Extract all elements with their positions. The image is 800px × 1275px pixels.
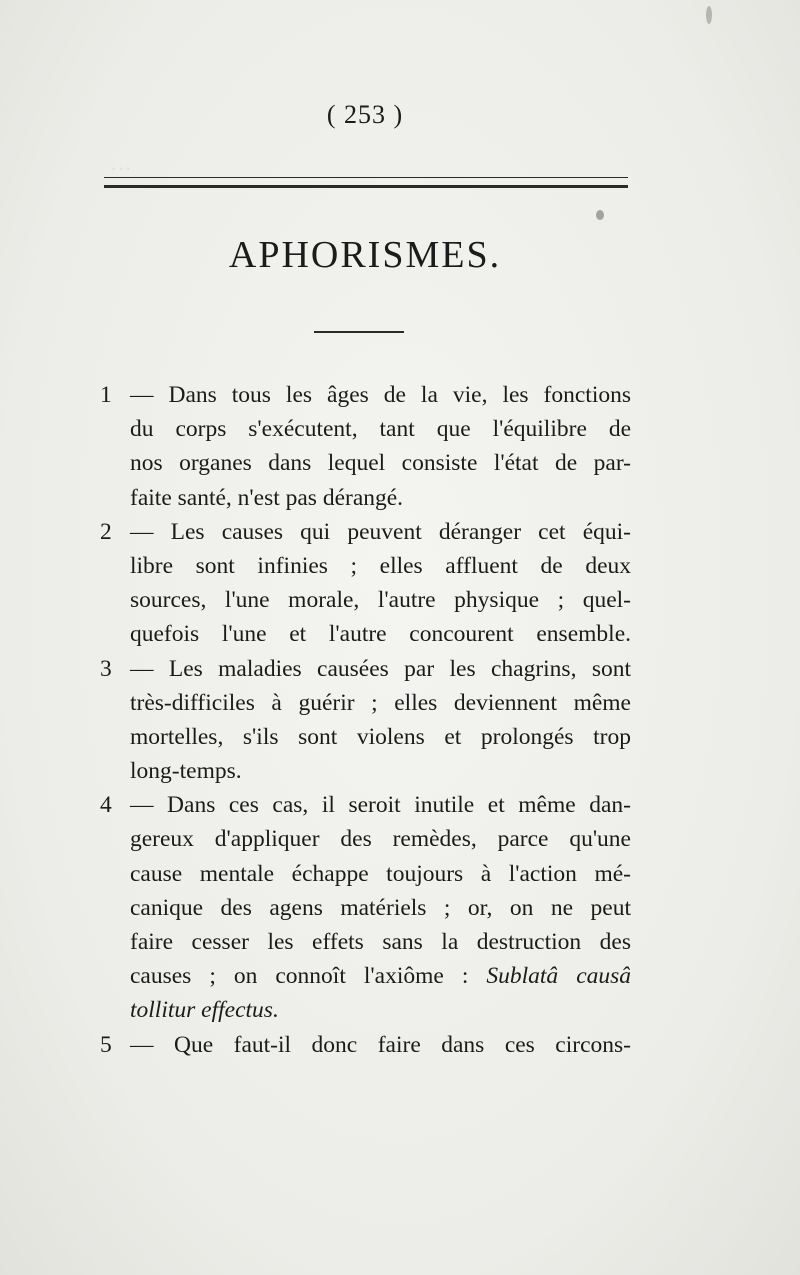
text-line — [100, 515, 660, 549]
text-line — [100, 788, 660, 822]
text-line — [100, 925, 660, 959]
line-text — [130, 686, 631, 720]
line-text — [130, 549, 631, 583]
text-line — [100, 857, 660, 891]
line-text — [130, 754, 631, 788]
text-line — [100, 993, 660, 1027]
line-text-roman: — Les maladies causées par les chagrins, sont — [130, 655, 631, 682]
line-text-roman: faire cesser les effets sans la destruction des — [130, 929, 631, 955]
line-text — [130, 481, 631, 515]
line-text — [130, 1028, 631, 1062]
line-text — [130, 788, 631, 822]
text-line — [100, 617, 660, 651]
text-line — [100, 652, 660, 686]
line-text — [130, 378, 631, 412]
header-double-rule — [104, 177, 628, 188]
title-short-rule — [314, 331, 404, 333]
line-text — [130, 446, 631, 480]
text-line — [100, 754, 660, 788]
line-text-roman: — Dans ces cas, il seroit inutile et même dan- — [130, 792, 631, 819]
line-text-roman: long-temps. — [130, 758, 242, 785]
bleed-through-text: … — [110, 150, 132, 175]
line-text — [130, 652, 631, 686]
text-line — [100, 583, 660, 617]
text-line — [100, 959, 660, 993]
aphorism-number: 3 — [100, 655, 112, 682]
text-line — [100, 822, 660, 856]
line-text — [130, 993, 631, 1027]
line-text-roman: cause mentale échappe toujours à l'action mé- — [130, 860, 631, 887]
aphorism-number: 4 — [100, 792, 112, 819]
line-text — [130, 822, 631, 856]
line-text — [130, 857, 631, 891]
line-text-italic: tollitur effectus. — [130, 997, 279, 1024]
text-line — [100, 1028, 660, 1062]
text-line — [100, 549, 660, 583]
line-text — [130, 925, 631, 959]
line-text-roman: libre sont infinies ; elles affluent de deux — [130, 552, 631, 579]
line-text — [130, 583, 631, 617]
line-text-roman: sources, l'une morale, l'autre physique ; quel- — [130, 587, 631, 614]
line-text — [130, 412, 631, 446]
ink-spot — [706, 6, 712, 24]
text-line — [100, 686, 660, 720]
line-text-roman: quefois l'une et l'autre concourent ensemble. — [130, 621, 631, 648]
line-text — [130, 891, 631, 925]
line-text-roman: — Que faut-il donc faire dans ces circons- — [130, 1031, 631, 1058]
line-text-roman: très-difficiles à guérir ; elles deviennent même — [130, 689, 631, 716]
text-line — [100, 720, 660, 754]
line-text — [130, 515, 631, 549]
line-text-roman: nos organes dans lequel consiste l'état de par- — [130, 450, 631, 477]
line-text-roman: du corps s'exécutent, tant que l'équilibre de — [130, 416, 631, 443]
chapter-title: APHORISMES. — [228, 234, 502, 276]
line-text-roman: canique des agens matériels ; or, on ne peut — [130, 894, 631, 921]
text-line — [100, 378, 660, 412]
text-line — [100, 481, 660, 515]
text-line — [100, 412, 660, 446]
line-text-roman: causes ; on connoît l'axiôme : — [130, 963, 469, 990]
text-line — [100, 446, 660, 480]
line-text-roman: — Dans tous les âges de la vie, les fonctions — [130, 382, 631, 408]
line-text-italic: Sublatâ causâ — [486, 963, 632, 990]
line-text-roman: gereux d'appliquer des remèdes, parce qu'une — [130, 826, 631, 853]
aphorism-number: 5 — [100, 1031, 112, 1058]
line-text-roman: faite santé, n'est pas dérangé. — [130, 484, 404, 511]
aphorism-number: 1 — [100, 382, 112, 408]
text-line — [100, 891, 660, 925]
line-text-roman: — Les causes qui peuvent déranger cet équi- — [130, 518, 631, 545]
line-text — [130, 720, 631, 754]
line-text — [130, 617, 631, 651]
aphorism-number: 2 — [100, 518, 112, 545]
page-number: ( 253 ) — [326, 100, 404, 129]
aphorisms-text — [100, 378, 660, 1062]
line-text — [130, 959, 631, 993]
line-text-roman: mortelles, s'ils sont violens et prolongés trop — [130, 723, 631, 750]
ink-spot — [596, 210, 604, 220]
